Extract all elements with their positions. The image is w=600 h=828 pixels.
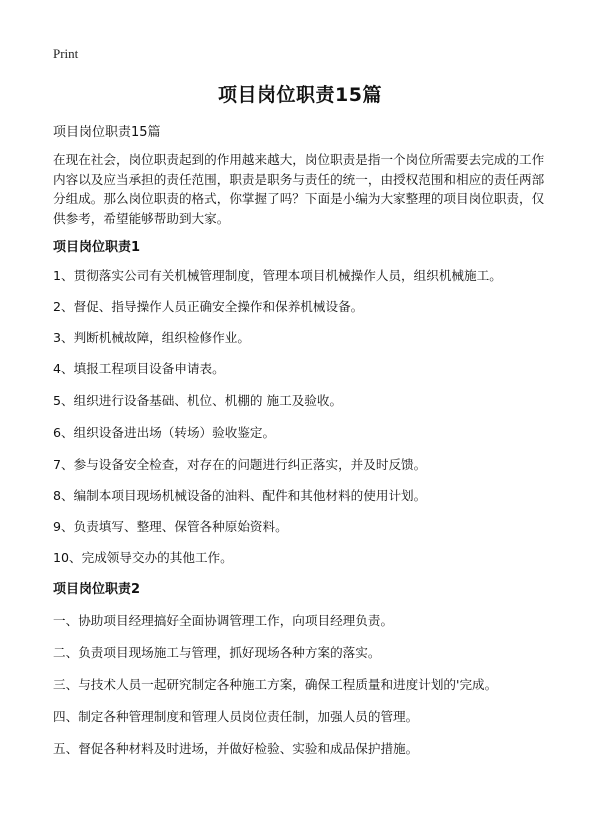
section-heading-1: 项目岗位职责1 <box>53 240 141 255</box>
list-item: 6、组织设备进出场（转场）验收鉴定。 <box>53 425 276 440</box>
list-item: 3、判断机械故障，组织检修作业。 <box>53 330 250 345</box>
list-item: 二、负责项目现场施工与管理，抓好现场各种方案的落实。 <box>53 645 381 660</box>
section-heading-2: 项目岗位职责2 <box>53 582 141 597</box>
list-item: 2、督促、指导操作人员正确安全操作和保养机械设备。 <box>53 299 364 314</box>
list-item: 7、参与设备安全检查，对存在的问题进行纠正落实，并及时反馈。 <box>53 457 427 472</box>
list-item: 1、贯彻落实公司有关机械管理制度，管理本项目机械操作人员，组织机械施工。 <box>53 268 502 283</box>
list-item: 4、填报工程项目设备申请表。 <box>53 361 225 376</box>
list-item: 三、与技术人员一起研究制定各种施工方案，确保工程质量和进度计划的'完成。 <box>53 677 498 692</box>
list-item: 10、完成领导交办的其他工作。 <box>53 550 233 565</box>
list-item: 五、督促各种材料及时进场，并做好检验、实验和成品保护措施。 <box>53 741 419 756</box>
list-item: 9、负责填写、整理、保管各种原始资料。 <box>53 519 288 534</box>
list-item: 5、组织进行设备基础、机位、机棚的 施工及验收。 <box>53 393 343 408</box>
list-item: 8、编制本项目现场机械设备的油料、配件和其他材料的使用计划。 <box>53 488 427 503</box>
article-subtitle: 项目岗位职责15篇 <box>53 125 161 140</box>
intro-paragraph: 在现在社会，岗位职责起到的作用越来越大，岗位职责是指一个岗位所需要去完成的工作内容以及应当承担的责任范围，职责是职务与责任的统一，由授权范围和相应的责任两部分组成。那么岗位职责的格式，你掌握了吗？下面是小编为大家整理的项目岗位职责，仅供参考，希望能够帮助到大家。 <box>53 152 545 226</box>
page-title: 项目岗位职责15篇 <box>218 84 382 106</box>
print-label: Print <box>53 46 79 61</box>
list-item: 一、协助项目经理搞好全面协调管理工作，向项目经理负责。 <box>53 613 394 628</box>
list-item: 四、制定各种管理制度和管理人员岗位责任制，加强人员的管理。 <box>53 709 419 724</box>
